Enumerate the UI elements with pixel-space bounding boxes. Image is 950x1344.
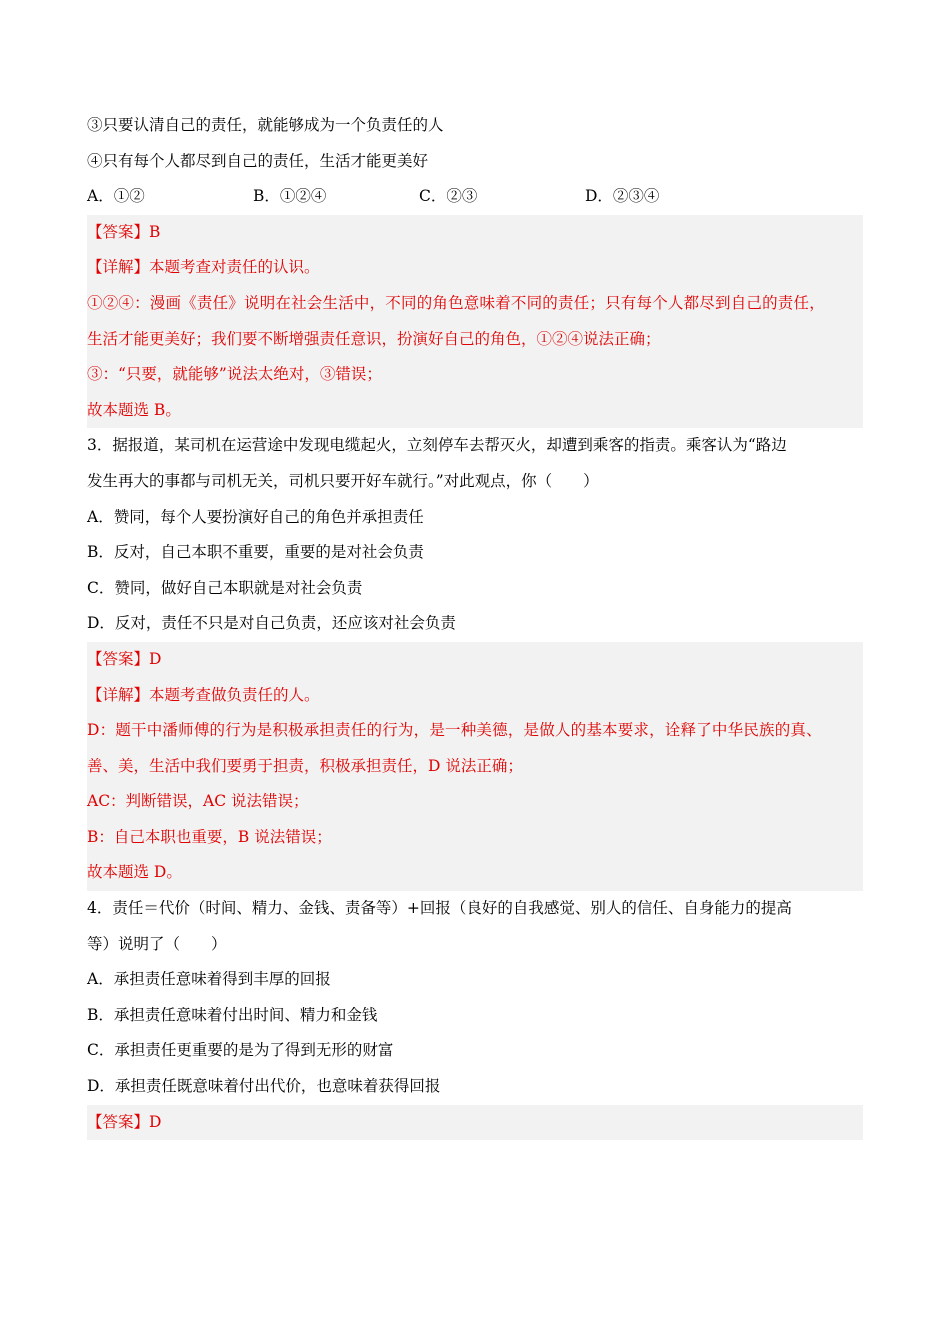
explain-line: 故本题选 B。 xyxy=(87,400,181,419)
option-4: ④只有每个人都尽到自己的责任，生活才能更美好 xyxy=(87,151,429,170)
explain-line: B：自己本职也重要，B 说法错误； xyxy=(87,827,332,846)
document-page xyxy=(87,108,863,1140)
answer-label: 【答案】D xyxy=(87,649,162,668)
answer-block-q3 xyxy=(87,642,863,891)
answer-block-q2 xyxy=(87,215,863,429)
question-3-stem-cont: 发生再大的事都与司机无关，司机只要开好车就行。”对此观点，你（ ） xyxy=(87,471,599,490)
explain-line: 生活才能更美好；我们要不断增强责任意识，扮演好自己的角色，①②④说法正确； xyxy=(87,329,661,348)
q4-option-b: B．承担责任意味着付出时间、精力和金钱 xyxy=(87,1005,378,1024)
explain-line: AC：判断错误，AC 说法错误； xyxy=(87,792,309,811)
question-4-stem-cont: 等）说明了（ ） xyxy=(87,934,227,953)
choice-a: A．①② xyxy=(87,187,145,206)
explain-line: D：题干中潘师傅的行为是积极承担责任的行为，是一种美德，是做人的基本要求，诠释了中华民族的真、 xyxy=(87,721,822,740)
question-4-stem: 4．责任＝代价（时间、精力、金钱、责备等）+回报（良好的自我感觉、别人的信任、自身能力的提高 xyxy=(87,899,792,918)
explain-line: ①②④：漫画《责任》说明在社会生活中，不同的角色意味着不同的责任；只有每个人都尽到自己的责任， xyxy=(87,293,825,312)
explain-line: ③：“只要，就能够”说法太绝对，③错误； xyxy=(87,365,382,384)
answer-label: 【答案】D xyxy=(87,1112,162,1131)
q3-option-d: D．反对，责任不只是对自己负责，还应该对社会负责 xyxy=(87,614,456,633)
option-3: ③只要认清自己的责任，就能够成为一个负责任的人 xyxy=(87,116,444,134)
choice-row xyxy=(87,179,863,215)
q3-option-a: A．赞同，每个人要扮演好自己的角色并承担责任 xyxy=(87,507,424,526)
q3-option-c: C．赞同，做好自己本职就是对社会负责 xyxy=(87,578,363,597)
choice-c: C．②③ xyxy=(419,187,478,206)
q3-option-b: B．反对，自己本职不重要，重要的是对社会负责 xyxy=(87,543,424,562)
q4-option-a: A．承担责任意味着得到丰厚的回报 xyxy=(87,970,331,989)
explain-line: 故本题选 D。 xyxy=(87,863,182,882)
q4-option-c: C．承担责任更重要的是为了得到无形的财富 xyxy=(87,1041,394,1060)
explain-line: 善、美，生活中我们要勇于担责，积极承担责任，D 说法正确； xyxy=(87,756,523,775)
explain-line: 【详解】本题考查做负责任的人。 xyxy=(87,685,320,704)
answer-label: 【答案】B xyxy=(87,222,161,241)
explain-line: 【详解】本题考查对责任的认识。 xyxy=(87,258,320,277)
question-3-stem: 3．据报道，某司机在运营途中发现电缆起火，立刻停车去帮灭火，却遭到乘客的指责。乘客认为“路边 xyxy=(87,436,787,455)
choice-b: B．①②④ xyxy=(253,187,327,206)
answer-block-q4 xyxy=(87,1105,863,1141)
q4-option-d: D．承担责任既意味着付出代价，也意味着获得回报 xyxy=(87,1077,441,1096)
choice-d: D．②③④ xyxy=(585,187,660,206)
